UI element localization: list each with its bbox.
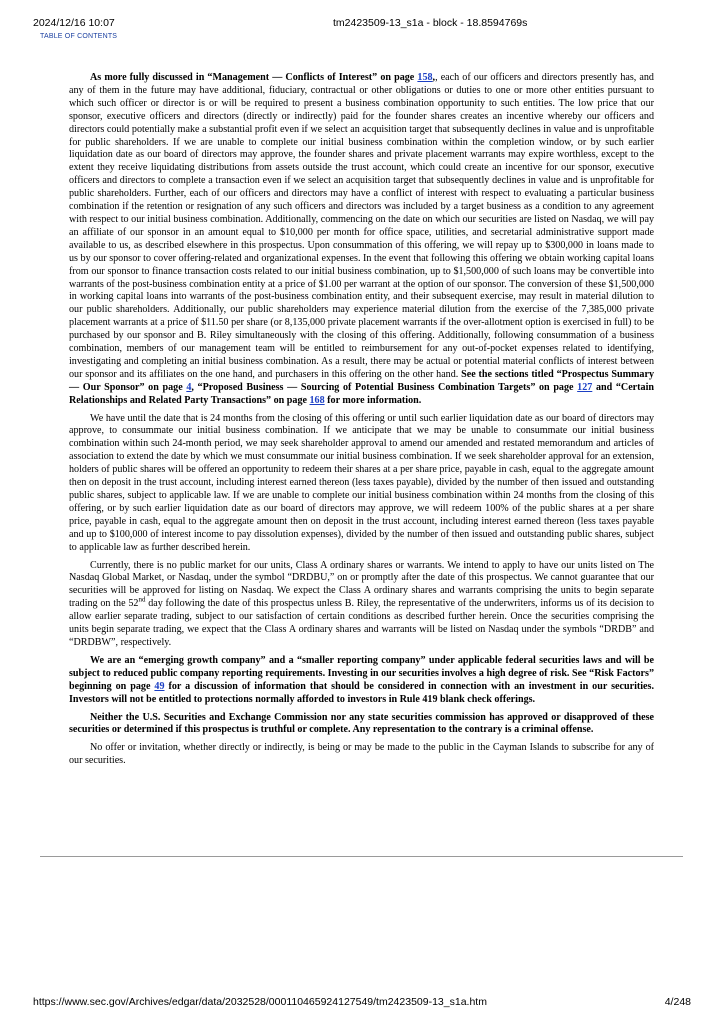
p1-bold-proposed-business: , “Proposed Business — Sourcing of Potential Business Combination Targets” on page: [191, 381, 578, 393]
p4-bold-end: for a discussion of information that should be considered in connection with an investment in our securities. Investors will not be entitled to protections normally afforded to investors in Rule 419 blank check offerings.: [69, 680, 654, 705]
page-link-49[interactable]: 49: [154, 680, 165, 692]
page-link-4[interactable]: 4: [186, 381, 192, 393]
page-link-127[interactable]: 127: [577, 381, 593, 393]
document-title: tm2423509-13_s1a - block - 18.8594769s: [333, 17, 528, 29]
market-listing-paragraph: [69, 560, 654, 650]
p1-bold-certain-relationships: and “Certain Relationships and Related Party Transactions” on page: [69, 381, 654, 406]
conflicts-of-interest-paragraph: [69, 72, 654, 408]
p1-bold-more-information: for more information.: [324, 394, 422, 406]
table-of-contents-link[interactable]: TABLE OF CONTENTS: [40, 33, 118, 40]
footer-url: https://www.sec.gov/Archives/edgar/data/2032528/000110465924127549/tm2423509-13_s1a.htm: [33, 996, 487, 1008]
p3-text-start: Currently, there is no public market for our units, Class A ordinary shares or warrants. We intend to apply to have our units listed on The Nasdaq Global Market, or Nasdaq, under the symbol “DRDBU,” on or promptly after the date of this prospectus. We cannot guarantee that our securities will be approved for listing on Nasdaq. We expect the Class A ordinary shares and warrants comprising the units to begin separate trading on the 52: [69, 559, 654, 610]
page-link-158[interactable]: 158: [417, 72, 433, 83]
p4-bold-start: We are an “emerging growth company” and a “smaller reporting company” under applicable federal securities laws and will be subject to reduced public company reporting requirements. Investing in our securities involves a high degree of risk. See “Risk Factors” beginning on page: [69, 654, 654, 692]
p1-bold-see-sections: See the sections titled “Prospectus Summary — Our Sponsor” on page: [69, 368, 655, 393]
cayman-islands-paragraph: No offer or invitation, whether directly or indirectly, is being or may be made to the public in the Cayman Islands to subscribe for any of our securities.: [69, 742, 654, 767]
p3-text-end: day following the date of this prospectus unless B. Riley, the representative of the underwriters, informs us of its decision to allow earlier separate trading, subject to our satisfaction of certain conditions as described further herein. Once the securities comprising the units begin separate trading, we expect that the Class A ordinary shares and warrants will be listed on Nasdaq under the symbols “DRDB” and “DRDBW”, respectively.: [69, 598, 654, 648]
page-link-168[interactable]: 168: [309, 394, 325, 406]
document-body: [69, 72, 654, 773]
emerging-growth-paragraph: [69, 655, 654, 707]
p1-body-text: , each of our officers and directors presently has, and any of them in the future may have additional, fiduciary, contractual or other obligations or duties to one or more other entities pursuant to which such officer or director is or will be required to present a business combination opportunity to such entities. The low price that our sponsor, executive officers and directors (directly or indirectly) paid for the founder shares creates an incentive whereby our officers and directors could potentially make a substantial profit even if we select an acquisition target that subsequently declines in value and is unprofitable for public shareholders. If we are unable to complete our initial business combination within the completion window, or by such earlier liquidation date as our board of directors may approve, the founder shares and private placement warrants may expire worthless, except to the extent they receive liquidating distributions from assets outside the trust account, which could create an incentive for our sponsor, executive officers and directors to complete a transaction even if we select an acquisition target that subsequently declines in value and is unprofitable for public shareholders. Further, each of our officers and directors may have a conflict of interest with respect to evaluating a particular business combination if the retention or resignation of any such officers and directors was included by a target business as a condition to any agreement with respect to our initial business combination. Additionally, commencing on the date on which our securities are listed on Nasdaq, we will pay an affiliate of our sponsor in an amount equal to $10,000 per month for office space, utilities, and secretarial administrative support made available to us, as described elsewhere in this prospectus. Upon consummation of this offering, we will repay up to $300,000 in loans made to us by our sponsor to cover offering-related and organizational expenses. In the event that following this offering we obtain working capital loans from our sponsor to finance transaction costs related to our initial business combination, up to $1,500,000 of such loans may be convertible into warrants of the post-business combination entity at a price of $1.00 per warrant at the option of our sponsor. The conversion of these $1,500,000 in working capital loans into warrants of the post-business combination entity, and their subsequent exercise, may result in material dilution to our public shareholders. Additionally, our public shareholders may experience material dilution from the exercise of the 7,385,000 private placement warrants at a price of $11.50 per share (or 8,135,000 private placement warrants if the over-allotment option is exercised in full) to be purchased by our sponsor and B. Riley simultaneously with the closing of this offering. Additionally, following consummation of a business combination, members of our management team will be entitled to reimbursement for any out-of-pocket expenses related to identifying, investigating and completing an initial business combination. As a result, there may be actual or potential material conflicts of interest between our sponsor and its affiliates on the one hand, and purchasers in this offering on the other hand.: [69, 72, 654, 380]
page-number: 4/248: [664, 996, 691, 1008]
p1-comma: ,: [432, 72, 436, 83]
p1-bold-intro: As more fully discussed in “Management — Conflicts of Interest” on page: [90, 72, 418, 83]
completion-window-paragraph: We have until the date that is 24 months from the closing of this offering or until such earlier liquidation date as our board of directors may approve, to consummate our initial business combination. If we anticipate that we may be unable to consummate our initial business combination within such 24-month period, we may seek shareholder approval to amend our amended and restated memorandum and articles of association to extend the date by which we must consummate our initial business combination. If we seek shareholder approval for an extension, holders of public shares will be offered an opportunity to redeem their shares at a per share price, payable in cash, equal to the aggregate amount then on deposit in the trust account, including interest earned thereon (less taxes payable), divided by the number of then issued and outstanding public shares, subject to applicable law. If we are unable to complete our initial business combination within 24 months from the closing of this offering, or by such earlier liquidation date as our board of directors may approve, we will redeem 100% of the public shares at a per share price, payable in cash, equal to the aggregate amount then on deposit in the trust account, including interest earned thereon (less taxes payable and up to $100,000 of interest income to pay dissolution expenses), divided by the number of then issued and outstanding public shares, subject to applicable law as further described herein.: [69, 412, 654, 553]
p3-ordinal-suffix: nd: [138, 595, 146, 604]
print-datetime: 2024/12/16 10:07: [33, 17, 115, 29]
sec-disclaimer-paragraph: [69, 712, 654, 738]
page-divider: [40, 856, 683, 857]
p5-bold-text: Neither the U.S. Securities and Exchange Commission nor any state securities commission has approved or disapproved of these securities or determined if this prospectus is truthful or complete. Any representation to the contrary is a criminal offense.: [69, 711, 654, 736]
